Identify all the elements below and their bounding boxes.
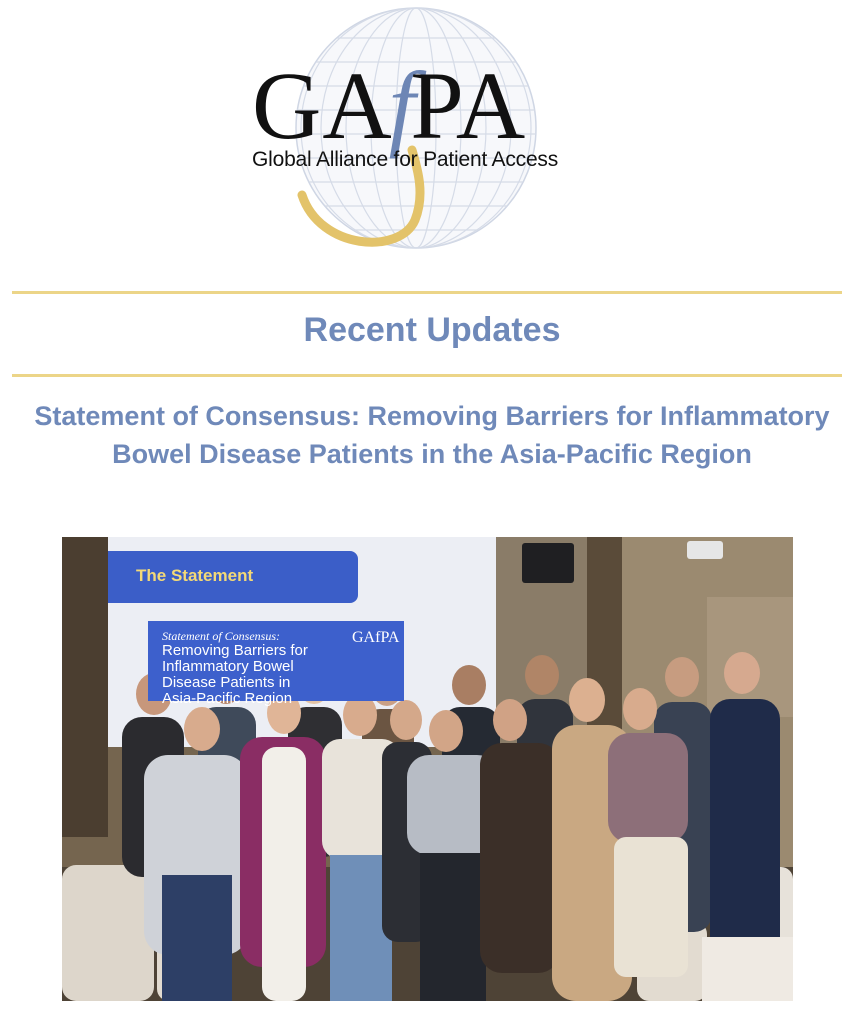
logo-wordmark xyxy=(252,52,527,159)
article-title-link[interactable]: Statement of Consensus: Removing Barriers for Inflammatory Bowel Disease Patients in the Asia-Pacific Region xyxy=(34,401,830,469)
logo-wordmark-f: f xyxy=(388,52,417,159)
group-photo[interactable] xyxy=(62,537,793,1001)
slide-kicker: Statement of Consensus: xyxy=(162,629,280,643)
divider-top xyxy=(12,291,842,294)
divider-bottom xyxy=(12,374,842,377)
slide-header-text: The Statement xyxy=(136,566,254,585)
logo-wordmark-left: GA xyxy=(252,52,393,159)
slide-title: Removing Barriers for Inflammatory Bowel Disease Patients in Asia-Pacific Region xyxy=(162,642,308,707)
gafpa-logo[interactable] xyxy=(240,0,620,260)
section-heading: Recent Updates xyxy=(303,311,561,349)
slide-logo: GAfPA xyxy=(352,629,400,646)
logo-wordmark-right: PA xyxy=(410,52,527,159)
logo-tagline: Global Alliance for Patient Access xyxy=(252,148,559,171)
group-photo-scene xyxy=(62,537,793,1001)
